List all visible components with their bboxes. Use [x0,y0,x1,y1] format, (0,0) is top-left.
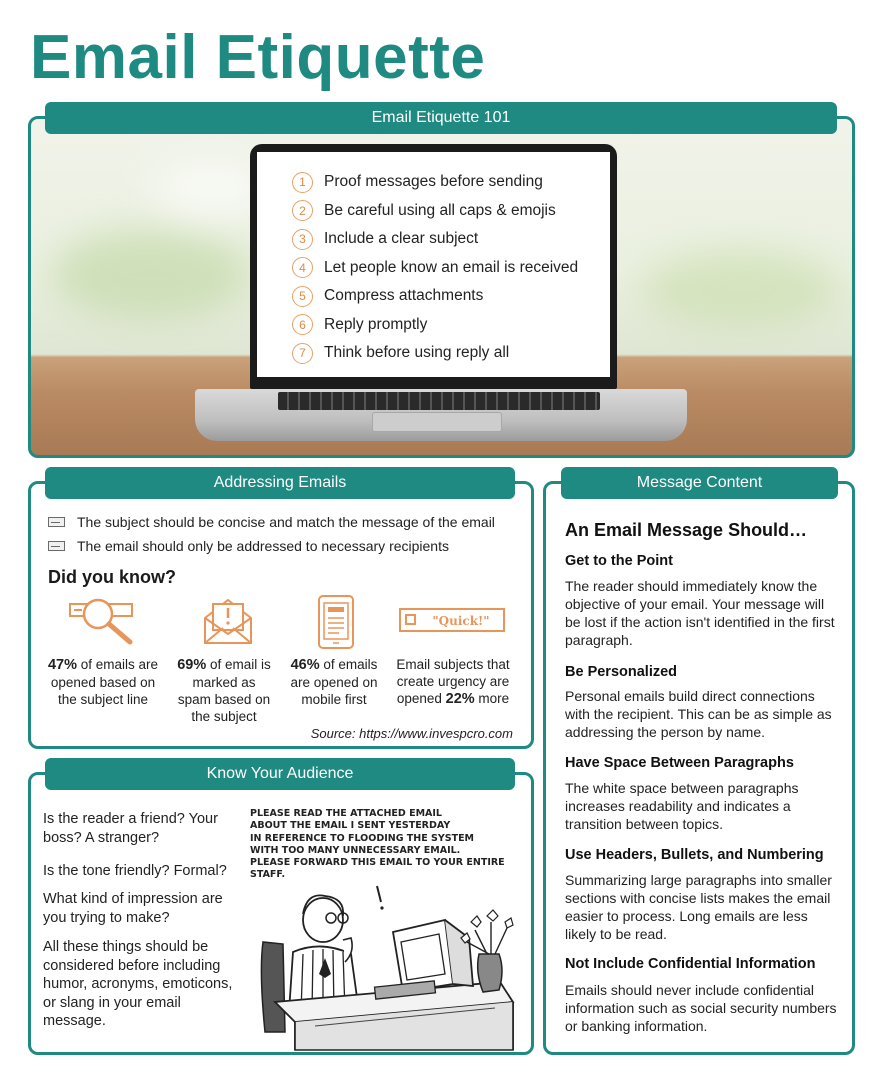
etiquette-tips-list [292,168,602,368]
cartoon-line: PLEASE READ THE ATTACHED EMAIL [250,808,442,819]
etiquette-101-header: Email Etiquette 101 [45,102,837,134]
tip-number-icon: 5 [292,286,313,307]
quick-subject-icon [399,608,505,632]
tip-item [292,254,602,283]
laptop-keyboard [278,392,600,410]
addressing-bullet-text: The email should only be addressed to necessary recipients [77,538,449,554]
tip-item [292,282,602,311]
message-section-body: The white space between paragraphs increases readability and indicates a transition between topics. [565,780,799,832]
message-section-title: Have Space Between Paragraphs [565,755,794,771]
tip-number-icon: 3 [292,229,313,250]
tip-text: Include a clear subject [324,230,479,248]
tip-text: Be careful using all caps & emojis [324,201,556,219]
message-section-title: Not Include Confidential Information [565,956,816,972]
tip-number-icon: 6 [292,314,313,335]
audience-question: Is the reader a friend? Your boss? A stranger? [43,811,218,846]
addressing-bullet [48,514,495,530]
page-title: Email Etiquette [30,23,486,92]
tip-item [292,339,602,368]
magnifier-subject-icon [68,596,136,648]
tip-text: Reply promptly [324,315,428,333]
stat-percent: 46% [290,657,320,673]
stat-text: Email subjects that create urgency are opened [396,657,510,706]
tip-text: Let people know an email is received [324,258,579,276]
audience-question: All these things should be considered before including humor, acronyms, emoticons, or slang in your email message. [43,939,233,1029]
message-section-title: Be Personalized [565,664,678,680]
stat-text: more [474,691,510,706]
tip-item [292,168,602,197]
message-content-header: Message Content [561,467,838,499]
message-section-body: The reader should immediately know the objective of your email. Your message will be lost if the action isn't identified in the first paragraph. [565,578,835,648]
cartoon-illustration [255,882,520,1052]
tip-item [292,225,602,254]
stat-percent: 47% [47,657,77,673]
stat-urgency [392,656,514,708]
tip-item [292,197,602,226]
cartoon-line: PLEASE FORWARD THIS EMAIL TO YOUR ENTIRE STAFF. [250,857,505,881]
tip-number-icon: 1 [292,172,313,193]
know-audience-header: Know Your Audience [45,758,515,790]
tip-item [292,311,602,340]
tip-number-icon: 7 [292,343,313,364]
mobile-phone-icon [317,594,355,650]
message-section-body: Emails should never include confidential information such as social security numbers or banking information. [565,982,837,1034]
addressing-emails-header: Addressing Emails [45,467,515,499]
stat-subject-line [42,656,164,708]
message-section-body: Summarizing large paragraphs into smaller sections with concise lists makes the email easier to process. Long emails are less likely to be read. [565,872,832,942]
audience-question: What kind of impression are you trying to make? [43,891,223,926]
tip-text: Think before using reply all [324,344,510,362]
source-citation: Source: https://www.invespcro.com [310,726,513,741]
stat-percent: 22% [445,691,475,707]
message-section-title: Use Headers, Bullets, and Numbering [565,847,824,863]
message-heading: An Email Message Should… [565,520,808,540]
audience-question: Is the tone friendly? Formal? [43,863,227,879]
cartoon-line: WITH TOO MANY UNNECESSARY EMAIL. [250,844,461,856]
stat-text: of email is marked as spam based on the subject [177,657,271,724]
stat-percent: 69% [177,657,207,673]
cartoon-line: IN REFERENCE TO FLOODING THE SYSTEM [250,832,475,844]
stat-mobile [284,656,384,708]
stat-spam [175,656,273,725]
laptop-trackpad [372,412,502,432]
message-section-body: Personal emails build direct connections with the recipient. This can be as simple as addressing the person by name. [565,688,832,740]
tip-text: Proof messages before sending [324,173,543,191]
message-section-title: Get to the Point [565,553,673,569]
tip-text: Compress attachments [324,287,484,305]
spam-envelope-icon [203,596,253,646]
tip-number-icon: 4 [292,257,313,278]
stat-text: of emails are opened based on the subject line [50,657,159,707]
cartoon-caption [250,808,522,882]
envelope-icon [48,517,65,527]
stat-text: of emails are opened on mobile first [290,657,378,707]
addressing-bullet-text: The subject should be concise and match the message of the email [77,514,495,530]
tip-number-icon: 2 [292,200,313,221]
addressing-bullet [48,538,449,554]
cartoon-line: ABOUT THE EMAIL I SENT YESTERDAY [250,820,451,832]
envelope-icon [48,541,65,551]
quick-label: "Quick!" [432,614,490,628]
did-you-know-heading: Did you know? [48,567,176,587]
